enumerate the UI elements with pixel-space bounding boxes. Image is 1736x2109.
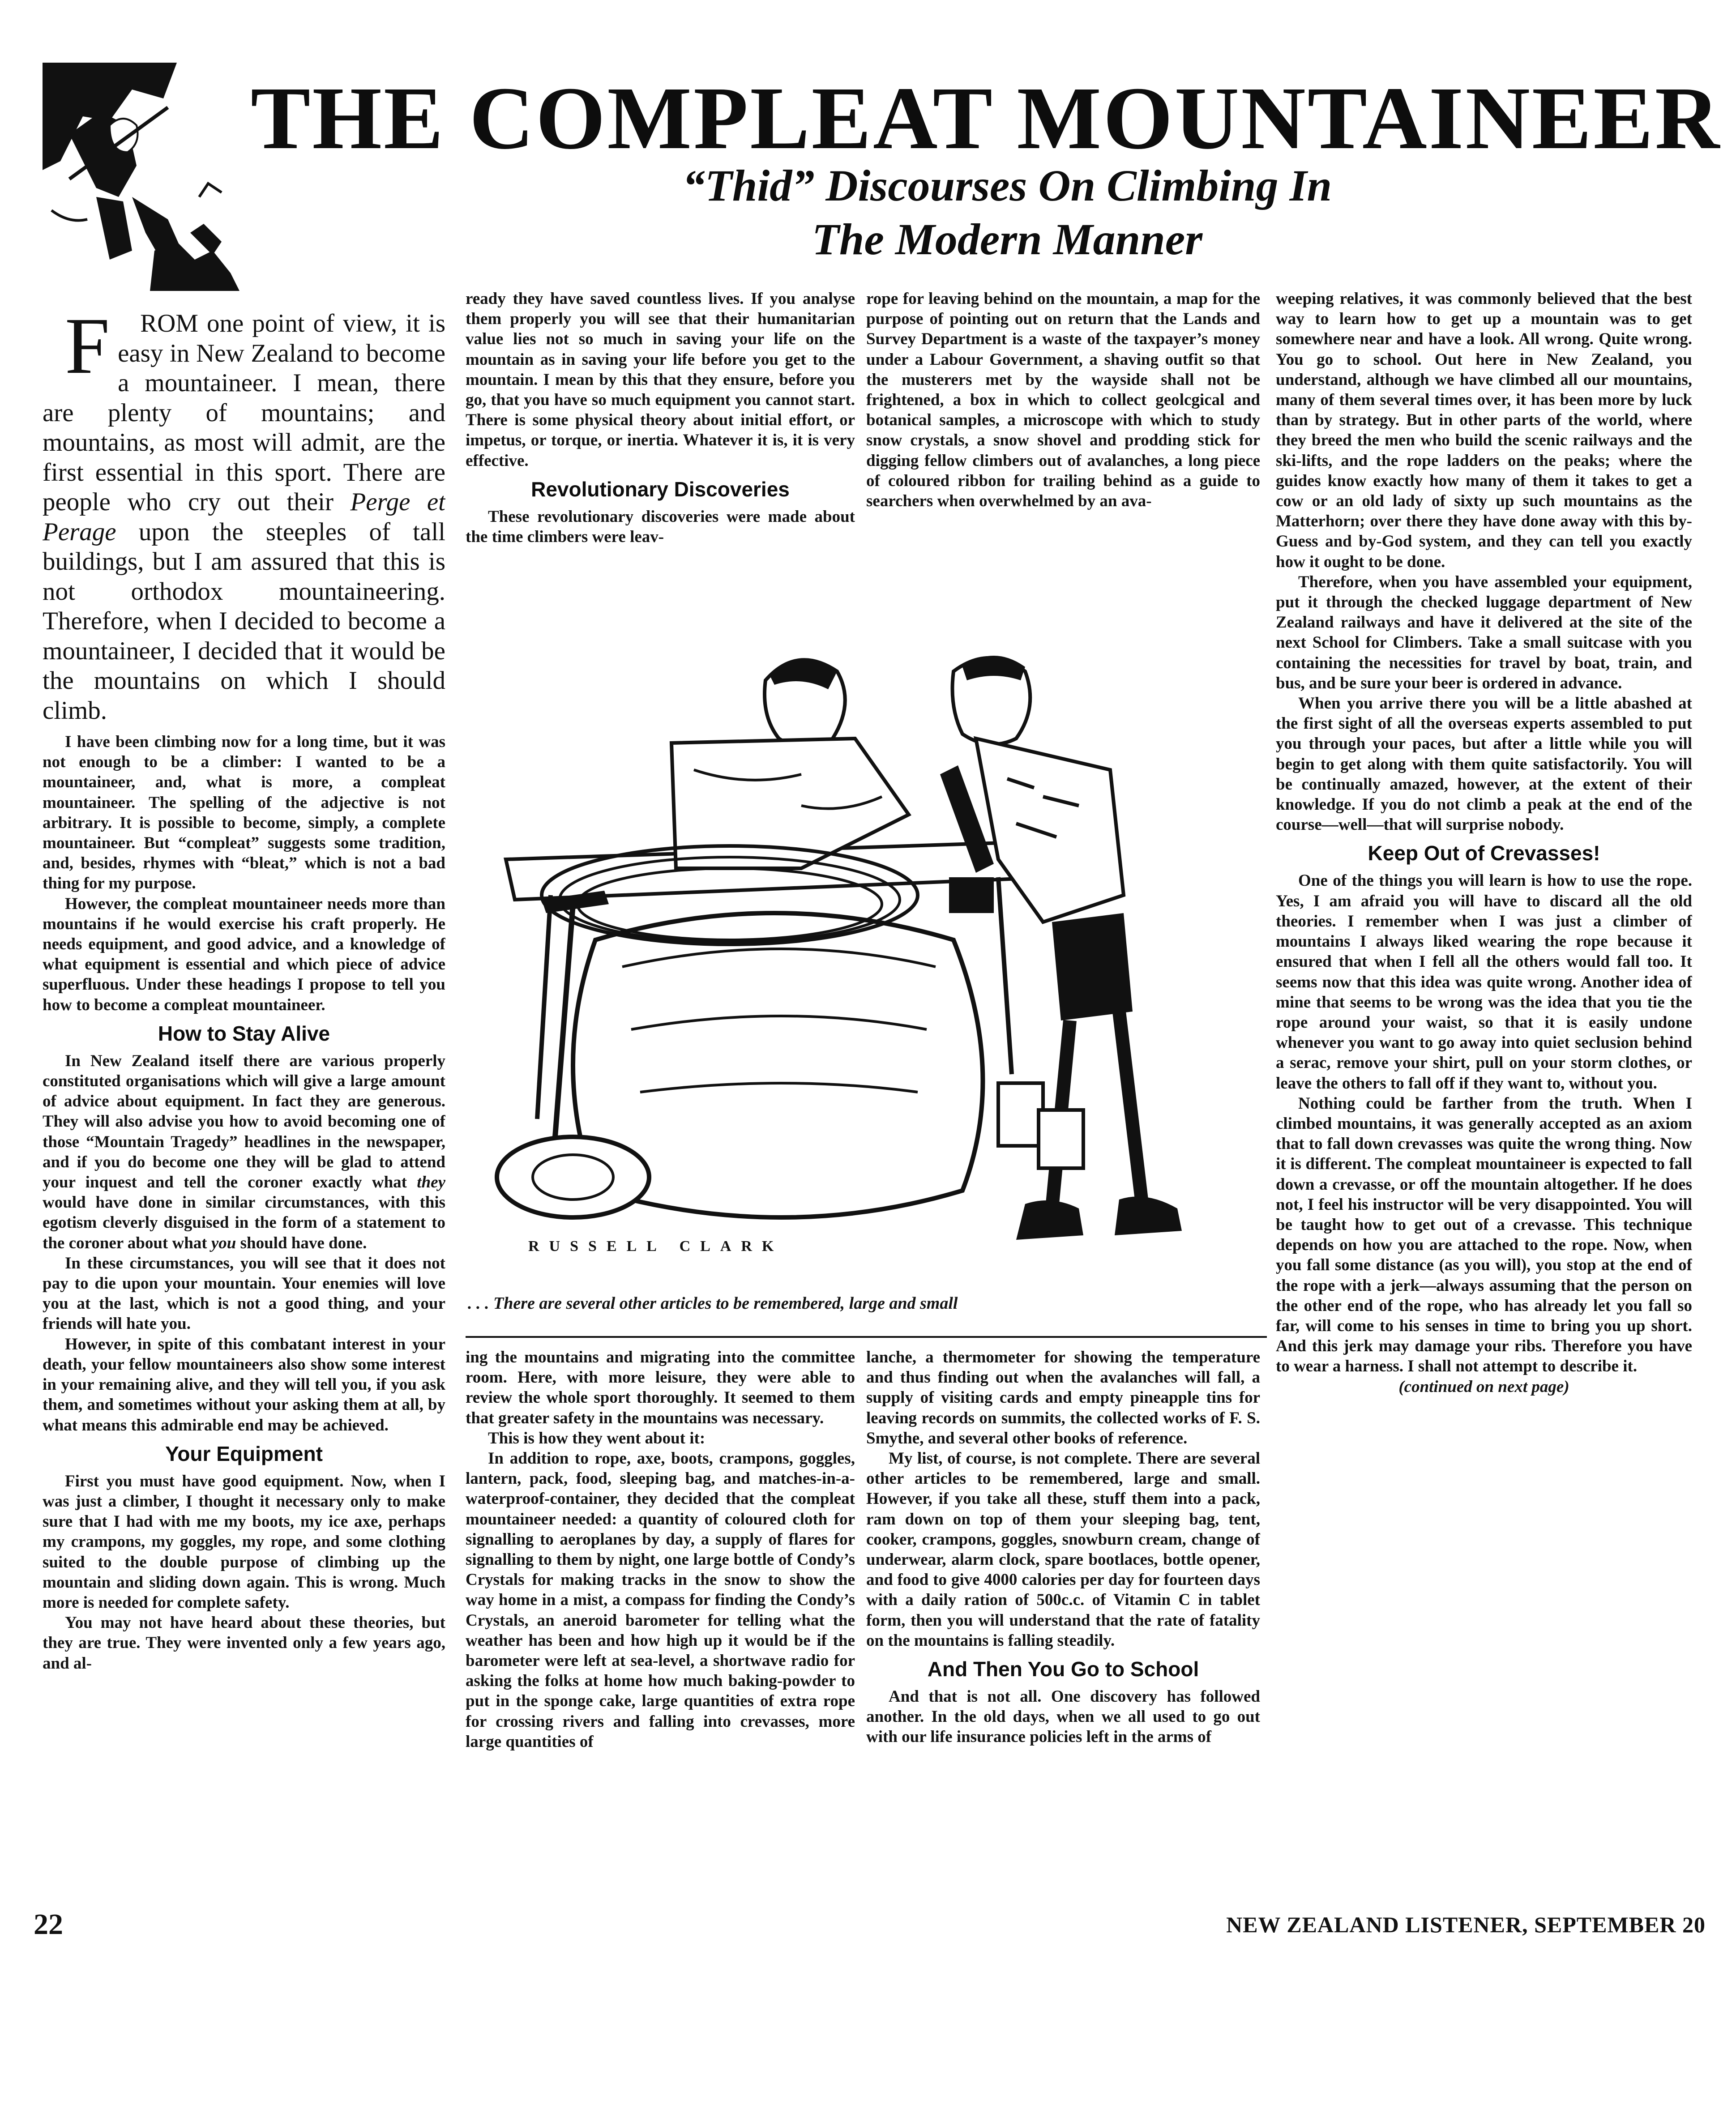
page-number: 22 — [34, 1908, 63, 1941]
section-heading: And Then You Go to School — [927, 1657, 1199, 1681]
paragraph: In these circumstances, you will see that it does not pay to die upon your mountain. Your enemies will love you at the last, which is not a good thing, and your friends will hate you. — [43, 1254, 445, 1333]
paragraph: One of the things you will learn is how to use the rope. Yes, I am afraid you will have to discard all the old theories. I remember when I was just a climber of mountains I always liked wearing the rope because it ensured that when I fell all the others would fall too. It seems now that this idea was quite wrong. Another idea of mine that seems to be wrong was the idea that you tie the rope around your waist, so that it is easily undone whenever you want to go away into quiet seclusion behind a serac, remove your shirt, pull on your storm clothes, or leave the others to fall off if they want to, without you. — [1276, 871, 1692, 1093]
paragraph: This is how they went about it: — [488, 1429, 706, 1447]
column-3-bottom — [866, 1347, 1260, 1902]
publication-footer: NEW ZEALAND LISTENER, SEPTEMBER 20 — [1226, 1912, 1706, 1937]
paragraph: In addition to rope, axe, boots, crampons, goggles, lantern, pack, food, sleeping bag, and matches-in-a-waterproof-container, they decided that the compleat mountaineer needed: a quantity of coloured cloth for signalling to aeroplanes by day, a supply of flares for signalling to them by night, one large bottle of Condy’s Crystals for making tracks in the snow to show the way home in a mist, a compass for finding the Condy’s Crystals, an aneroid barometer for telling what the weather has been and how high up it would be if the barometer were left at sea-level, a shortwave radio for asking the folks at home how much baking-powder to put in the sponge cake, large quantities of extra rope for crossing rivers and falling into crevasses, more large quantities of — [466, 1449, 855, 1751]
divider-rule — [466, 1336, 1267, 1338]
paragraph: However, the compleat mountaineer needs more than mountains if he would exercise his craft properly. He needs equipment, and good advice, and a knowledge of what equipment is essential and which piece of advice superfluous. Under these headings I propose to tell you how to become a compleat mountaineer. — [43, 894, 445, 1014]
section-heading: How to Stay Alive — [158, 1021, 330, 1045]
column-1 — [43, 309, 445, 1902]
paragraph: lanche, a thermometer for showing the temperature and thus finding out when the avalanches will fall, a supply of visiting cards and empty pineapple tins for leaving records on summits, the collected works of F. S. Smythe, and several other books of reference. — [866, 1348, 1260, 1447]
paragraph: weeping relatives, it was commonly believed that the best way to learn how to get up a mountain was to get somewhere near and have a look. All wrong. Quite wrong. You go to school. Out here in New Zealand, you understand, although we have climbed all our mountains, many of them several times over, it has been more by luck than by strategy. But in other parts of the world, where they breed the men who build the scenic railways and the ski-lifts, and the rope ladders on the peaks; where the guides know exactly how many of them it takes to get a cow or an old lady of sixty up such mountains as the Matterhorn; over there they have done away with this by-Guess and by-God system, and they can tell you exactly how it ought to be done. — [1276, 290, 1692, 571]
section-heading: Keep Out of Crevasses! — [1368, 841, 1600, 865]
paragraph: I have been climbing now for a long time, but it was not enough to be a climber: I wanted to be a mountaineer, and, what is more, a compleat mountaineer. The spelling of the adjective is not arbitrary. It is possible to become, simply, a complete mountaineer. But “compleat” suggests some tradition, and, besides, rhymes with “bleat,” which is not a bad thing for my purpose. — [43, 733, 445, 893]
column-4 — [1276, 289, 1692, 1900]
paragraph: First you must have good equipment. Now, when I was just a climber, I thought it necessary only to make sure that I had with me my boots, my ice axe, perhaps my crampons, my goggles, my rope, and some clothing suited to the double purpose of climbing up the mountain and sliding down again. This is wrong. Much more is needed for complete safety. — [43, 1472, 445, 1612]
paragraph: These revolutionary discoveries were made about the time climbers were leav- — [466, 507, 855, 546]
paragraph: My list, of course, is not complete. There are several other articles to be remembered, large and small. However, if you take all these, stuff them into a pack, ram down on top of them your sleeping bag, tent, cooker, crampons, goggles, snowburn cream, change of underwear, alarm clock, spare bootlaces, bottle opener, and food to give 4000 calories per day for fourteen days with a daily ration of 500c.c. of Vitamin C in tablet form, then you will understand that the rate of fatality on the mountains is falling steadily. — [866, 1449, 1260, 1650]
paragraph: rope for leaving behind on the mountain, a map for the purpose of pointing out on return that the Lands and Survey Department is a waste of the taxpayer’s money under a Labour Government, a shaving outfit so that the musterers met by the wayside shall not be frightened, a box in which to collect geolcgical and botanical samples, a microscope with which to study snow crystals, a snow shovel and prodding stick for digging fellow climbers out of avalanches, a long piece of coloured ribbon for trailing behind as a guide to searchers when overwhelmed by an ava- — [866, 290, 1260, 511]
paragraph: However, in spite of this combatant interest in your death, your fellow mountaineers also show some interest in your remaining alive, and they will tell you, if you ask them, and sometimes without your asking them at all, by what means this admirable end may be achieved. — [43, 1335, 445, 1434]
lead-paragraph — [43, 309, 445, 726]
artist-signature: RUSSELL CLARK — [528, 1238, 784, 1255]
text-run: would have done in similar circumstances, with this egotism cleverly disguised in the form of a statement to the coroner about what — [43, 1193, 445, 1252]
paragraph: You may not have heard about these theories, but they are true. They were invented only a few years ago, and al- — [43, 1614, 445, 1673]
continued-note: (continued on next page) — [1398, 1377, 1569, 1396]
subheadline-line-2: The Modern Manner — [812, 214, 1203, 264]
text-run: In New Zealand itself there are various properly constituted organisations which will give a large amount of advice about equipment. In fact they are generous. They will also advise you how to avoid becoming one of those “Mountain Tragedy” headlines in the newspaper, and if you do become one they will be glad to attend your inquest and tell the coroner exactly what — [43, 1051, 445, 1192]
climber-logo-illustration — [43, 63, 239, 291]
paragraph: And that is not all. One discovery has followed another. In the old days, when we all used to go out with our life insurance policies left in the arms of — [866, 1687, 1260, 1746]
column-3-top — [866, 289, 1260, 611]
cartoon-illustration — [461, 627, 1267, 1289]
text-run: should have done. — [236, 1234, 367, 1252]
column-2-bottom — [466, 1347, 855, 1902]
paragraph — [43, 1051, 445, 1253]
article-subheadline — [448, 159, 1567, 271]
paragraph: Therefore, when you have assembled your equipment, put it through the checked luggage department of New Zealand railways and have it delivered at the site of the next School for Climbers. Take a small suitcase with you containing the necessities for travel by boat, train, and bus, and be sure your beer is ordered in advance. — [1276, 572, 1692, 692]
subheadline-line-1: “Thid” Discourses On Climbing In — [682, 161, 1332, 210]
lead-text-after: upon the steeples of tall buildings, but I am assured that this is not orthodox mountaineering. Therefore, when I decided to become a mountaineer, I decided that it would be the mountains on which I should climb. — [43, 517, 445, 725]
drop-cap: F — [65, 309, 110, 390]
emphasis-they: they — [417, 1173, 445, 1192]
section-heading: Your Equipment — [165, 1442, 323, 1465]
paragraph: ready they have saved countless lives. If you analyse them properly you will see that their humanitarian value lies not so much in saving your life on the mountain as in saving your life before you get to the mountain. I mean by this that they ensure, before you go, that you have so much equipment you cannot start. There is some physical theory about initial effort, or impetus, or torque, or inertia. Whatever it is, it is very effective. — [466, 290, 855, 470]
lead-text: ROM one point of view, it is easy in New Zealand to become a mountaineer. I mean, there are plenty of mountains; and mountains, as most will admit, are the first essential in this sport. There are people who cry out their — [43, 309, 445, 516]
paragraph: Nothing could be farther from the truth. When I climbed mountains, it was generally accepted as an axiom that to fall down crevasses was quite the wrong thing. Now it is different. The compleat mountaineer is expected to fall down a crevasse, or off the mountain altogether. If he does not, I feel his instructor will be very disappointed. You will be taught how to get out of a crevasse. This technique depends on how you are attached to the rope. Now, when you fall some distance (as you will), you stop at the end of the rope with a jerk—always assuming that the person on the other end of the rope, who has already let you fall so far, will come to his senses in time to bring you up short. And this jerk may damage your ribs. Therefore you have to wear a harness. I shall not attempt to describe it. — [1276, 1094, 1692, 1376]
lead-latin-phrase: Perge et Perage — [43, 488, 445, 546]
cartoon-caption: . . . There are several other articles to be remembered, large and small — [468, 1294, 958, 1313]
section-heading: Revolutionary Discoveries — [531, 477, 790, 501]
article-headline: THE COMPLEAT MOUNTAINEER — [251, 69, 1722, 168]
paragraph: ing the mountains and migrating into the committee room. Here, with more leisure, they were able to review the whole sport thoroughly. It seemed to them that greater safety in the mountains was necessary. — [466, 1348, 855, 1427]
emphasis-you: you — [211, 1234, 236, 1252]
paragraph: When you arrive there you will be a little abashed at the first sight of all the overseas experts assembled to put you through your paces, but after a little while you will begin to get along with them quite satisfactorily. You will be continually amazed, however, at the extent of their knowledge. If you do not climb a peak at the end of the course—well—that will surprise nobody. — [1276, 694, 1692, 834]
column-2-top — [466, 289, 855, 611]
